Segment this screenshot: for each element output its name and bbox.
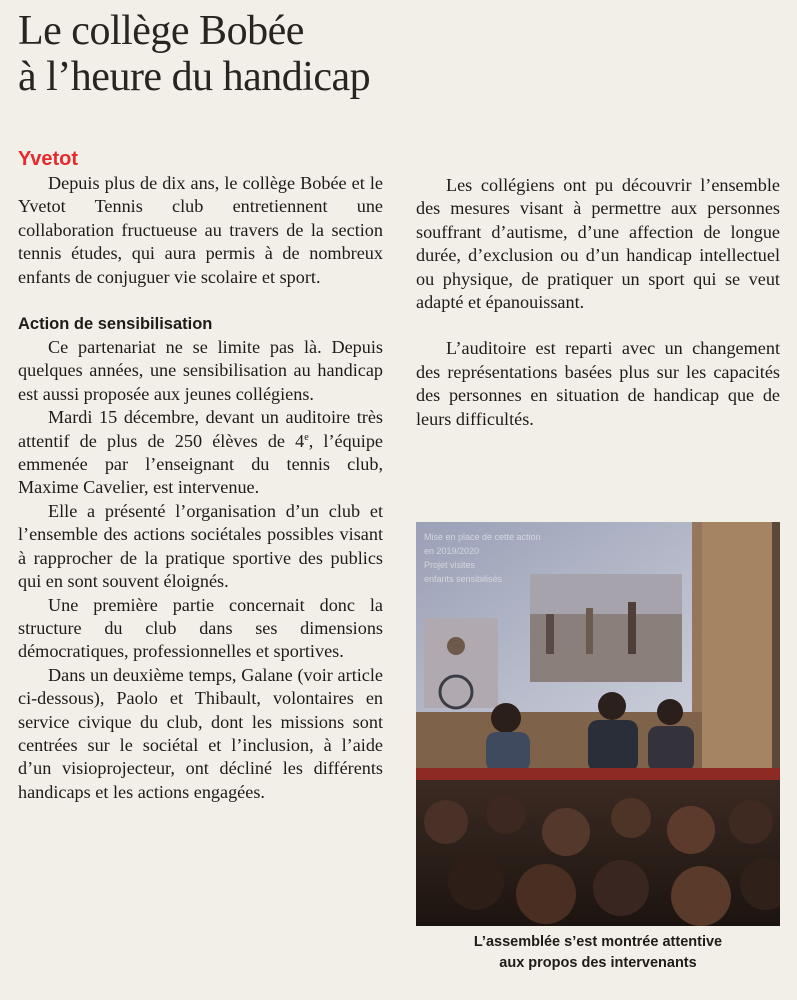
speaker-1-body — [486, 732, 530, 772]
speaker-1-head — [491, 703, 521, 733]
article-headline — [18, 8, 718, 100]
slide-photo-wheelchair — [424, 618, 498, 708]
speaker-3-head — [657, 699, 683, 725]
dateline: Yvetot — [18, 148, 79, 170]
photo-caption — [416, 932, 780, 974]
speaker-2-body — [588, 720, 638, 772]
paragraph-first-part: Une première partie concernait donc la structure du club dans ses dimensions démocratiques, professionnelles et sportives. — [18, 594, 383, 662]
caption-line-1: L’assemblée s’est montrée attentive — [473, 934, 723, 950]
paragraph-partnership: Ce partenariat ne se limite pas là. Depuis quelques années, une sensibilisation au handicap est aussi proposée aux jeunes collégiens. — [18, 337, 383, 404]
article-left-column — [18, 146, 383, 804]
paragraph-measures: Les collégiens ont pu découvrir l’ensemble des mesures visant à permettre aux personnes souffrant d’autisme, d’une affection de longue durée, d’exclusion ou d’un handicap intellectuel ou physique, de pratiquer un sport qui se veut adapté et épanouissant. — [416, 175, 780, 313]
side-panel — [702, 522, 772, 774]
paragraph-event — [18, 406, 383, 500]
slide-line-1: Mise en place de cette action — [424, 532, 541, 542]
event-text-b: , l’équipe emmenée par l’enseignant du tennis club, Maxime Cavelier, est intervenue. — [18, 430, 383, 498]
article-right-column — [416, 174, 780, 431]
article-photo — [416, 522, 780, 926]
paragraph-intro: Depuis plus de dix ans, le collège Bobée et le Yvetot Tennis club entretiennent une collaboration fructueuse au travers de la section tennis études, qui aura permis à de nombreux enfants de conjuguer vie scolaire et sport. — [18, 173, 383, 287]
paragraph-presentation: Elle a présenté l’organisation d’un club et l’ensemble des actions sociétales possibles visant à rapprocher de la pratique sportive des publics qui en sont souvent éloignés. — [18, 500, 383, 592]
caption-line-2: aux propos des intervenants — [499, 955, 697, 971]
stage-table — [416, 768, 780, 780]
slide-line-3: Projet visites — [424, 560, 476, 570]
headline-line-1: Le collège Bobée — [18, 8, 304, 54]
paragraph-second-part: Dans un deuxième temps, Galane (voir article ci-dessous), Paolo et Thibault, volontaires en service civique du club, dont les missions sont centrées sur le sociétal et l’inclusion, à l’aide d’un visioprojecteur, ont décliné les différents handicaps et les actions engagées. — [18, 664, 383, 802]
photo-illustration — [416, 522, 780, 926]
speaker-2-head — [598, 692, 626, 720]
slide-line-2: en 2019/2020 — [424, 546, 480, 556]
speaker-3-body — [648, 726, 694, 772]
headline-line-2: à l’heure du handicap — [18, 54, 371, 100]
section-subhead: Action de sensibilisation — [18, 315, 213, 334]
event-text-a: Mardi 15 décembre, devant un auditoire très attentif de plus de 250 élèves de 4 — [18, 407, 383, 451]
slide-line-4: enfants sensibilisés — [424, 574, 503, 584]
grade-superscript: e — [304, 431, 309, 443]
paragraph-conclusion: L’auditoire est reparti avec un changement des représentations basées plus sur les capacités des personnes en situation de handicap que de leurs difficultés. — [416, 338, 780, 429]
